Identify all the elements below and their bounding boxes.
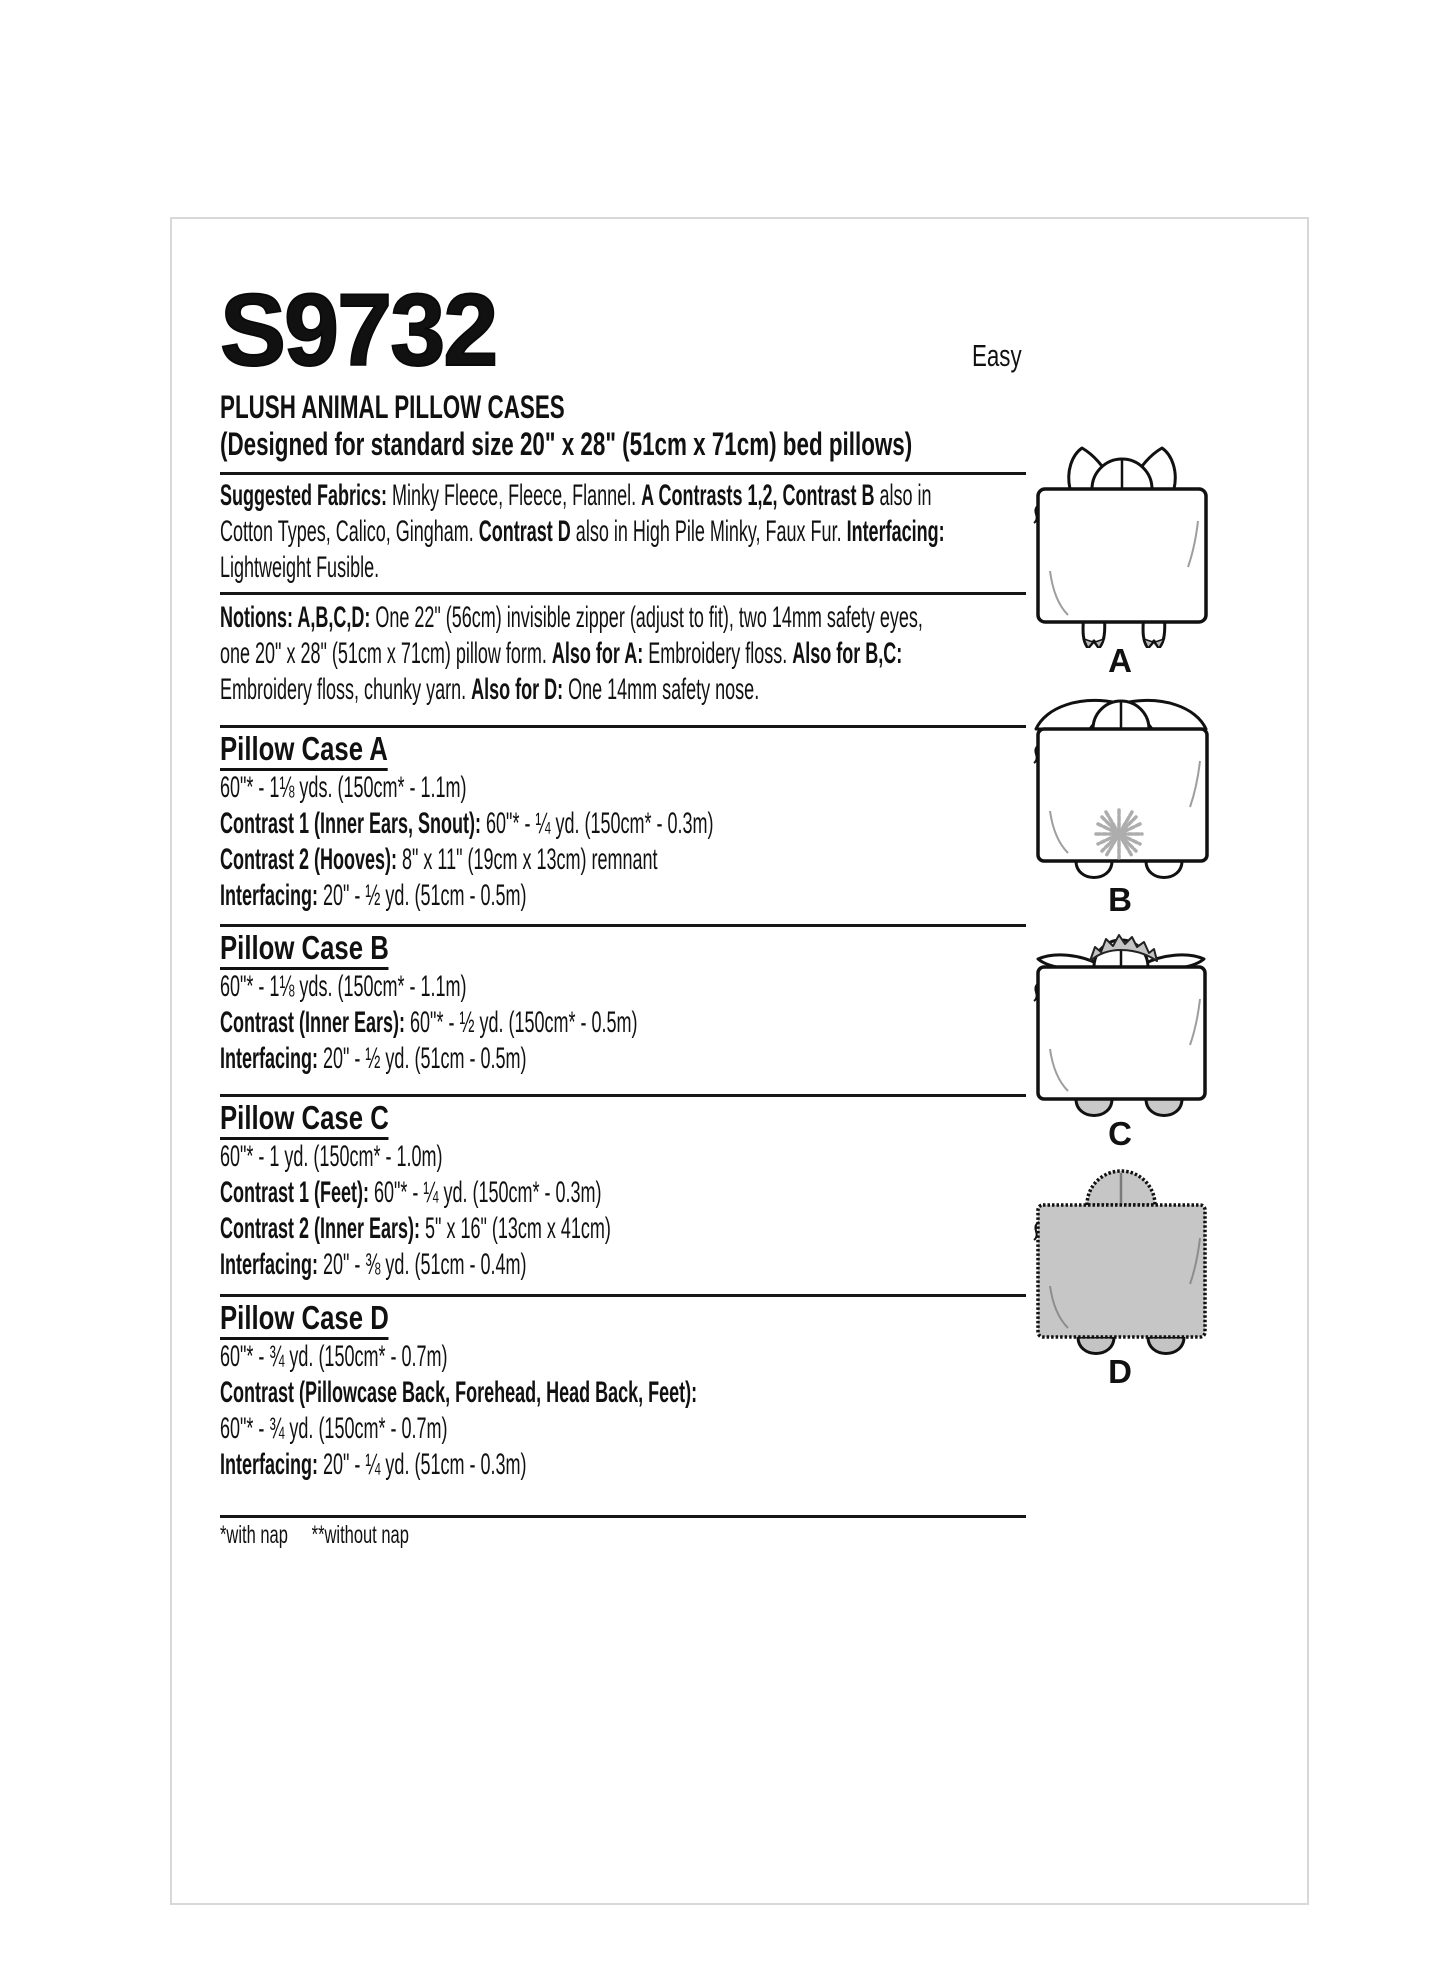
text-line: Contrast (Pillowcase Back, Forehead, Head Back, Feet): — [220, 1376, 698, 1409]
header-block — [220, 389, 912, 463]
yardage-lines — [220, 770, 714, 914]
view-label: B — [1108, 881, 1132, 918]
view-a-illustration — [1020, 443, 1220, 678]
view-label: A — [1108, 642, 1132, 679]
feet — [1076, 861, 1182, 878]
yardage-lines — [220, 1339, 697, 1483]
text-line: Contrast 1 (Inner Ears, Snout): 60"* - ¼ yd. (150cm* - 0.3m) — [220, 807, 714, 840]
text-line: 60"* - ¾ yd. (150cm* - 0.7m) — [220, 1412, 448, 1445]
maned-pillow-drawing — [1020, 919, 1220, 1121]
section-divider — [220, 725, 1026, 728]
view-c-illustration — [1020, 919, 1220, 1151]
text-line: Contrast 1 (Feet): 60"* - ¼ yd. (150cm* - 0.3m) — [220, 1176, 602, 1209]
text-line: Interfacing: 20" - ½ yd. (51cm - 0.5m) — [220, 879, 527, 912]
yarn-tail-pompom — [1096, 810, 1142, 858]
section-divider — [220, 472, 1026, 475]
pillow-case-heading: Pillow Case C — [220, 1100, 389, 1140]
view-label: D — [1108, 1353, 1132, 1390]
feet — [1078, 1337, 1184, 1354]
pillow-rectangle — [1034, 489, 1206, 622]
section-divider — [220, 592, 1026, 595]
without-nap-footnote: **without nap — [311, 1521, 409, 1549]
feet — [1076, 1099, 1182, 1116]
nap-footnotes — [220, 1521, 409, 1550]
suggested-fabrics-paragraph — [220, 478, 945, 586]
text-line: Contrast (Inner Ears): 60"* - ½ yd. (150cm* - 0.5m) — [220, 1006, 638, 1039]
notions-paragraph — [220, 600, 923, 708]
text-line: Interfacing: 20" - ⅜ yd. (51cm - 0.4m) — [220, 1248, 527, 1281]
difficulty-badge: Easy — [972, 338, 1022, 373]
text-line: one 20" x 28" (51cm x 71cm) pillow form. Also for A: Embroidery floss. Also for B,C: — [220, 637, 903, 670]
pattern-envelope-page — [170, 217, 1309, 1905]
view-label: C — [1108, 1115, 1132, 1152]
text-line: Embroidery floss, chunky yarn. Also for D: One 14mm safety nose. — [220, 673, 760, 706]
text-line: Contrast 2 (Inner Ears): 5" x 16" (13cm x 41cm) — [220, 1212, 611, 1245]
pillow-case-heading: Pillow Case D — [220, 1300, 389, 1340]
size-note: (Designed for standard size 20" x 28" (51cm x 71cm) bed pillows) — [220, 426, 913, 462]
yardage-lines — [220, 1139, 611, 1283]
pillow-rectangle — [1034, 729, 1207, 861]
text-line: Lightweight Fusible. — [220, 551, 380, 584]
with-nap-footnote: *with nap — [220, 1521, 288, 1549]
text-line: Cotton Types, Calico, Gingham. Contrast D also in High Pile Minky, Faux Fur. Interfacing: — [220, 515, 945, 548]
furry-pillow-drawing — [1020, 1154, 1220, 1359]
text-line: 60"* - 1⅛ yds. (150cm* - 1.1m) — [220, 771, 467, 804]
text-line: Suggested Fabrics: Minky Fleece, Fleece, Flannel. A Contrasts 1,2, Contrast B also in — [220, 479, 932, 512]
text-line: 60"* - 1⅛ yds. (150cm* - 1.1m) — [220, 970, 467, 1003]
section-divider — [220, 1294, 1026, 1297]
pillow-case-heading: Pillow Case B — [220, 930, 389, 970]
pillow-rectangle — [1034, 967, 1205, 1099]
floppy-ear-pillow-drawing — [1020, 689, 1220, 887]
section-divider — [220, 924, 1026, 927]
view-b-illustration — [1020, 689, 1220, 917]
pig-pillow-drawing — [1020, 443, 1220, 648]
text-line: 60"* - ¾ yd. (150cm* - 0.7m) — [220, 1340, 448, 1373]
pattern-title: PLUSH ANIMAL PILLOW CASES — [220, 389, 565, 425]
text-line: Interfacing: 20" - ½ yd. (51cm - 0.5m) — [220, 1042, 527, 1075]
section-divider — [220, 1094, 1026, 1097]
pattern-number: S9732 — [220, 273, 497, 387]
pillow-rectangle — [1034, 1205, 1205, 1337]
section-divider — [220, 1515, 1026, 1518]
yardage-lines — [220, 969, 638, 1077]
text-line: 60"* - 1 yd. (150cm* - 1.0m) — [220, 1140, 443, 1173]
text-line: Interfacing: 20" - ¼ yd. (51cm - 0.3m) — [220, 1448, 527, 1481]
head-crown — [1087, 1171, 1155, 1205]
text-line: Contrast 2 (Hooves): 8" x 11" (19cm x 13cm) remnant — [220, 843, 658, 876]
view-d-illustration — [1020, 1154, 1220, 1389]
pillow-case-heading: Pillow Case A — [220, 731, 388, 771]
text-line: Notions: A,B,C,D: One 22" (56cm) invisible zipper (adjust to fit), two 14mm safety eyes, — [220, 601, 923, 634]
